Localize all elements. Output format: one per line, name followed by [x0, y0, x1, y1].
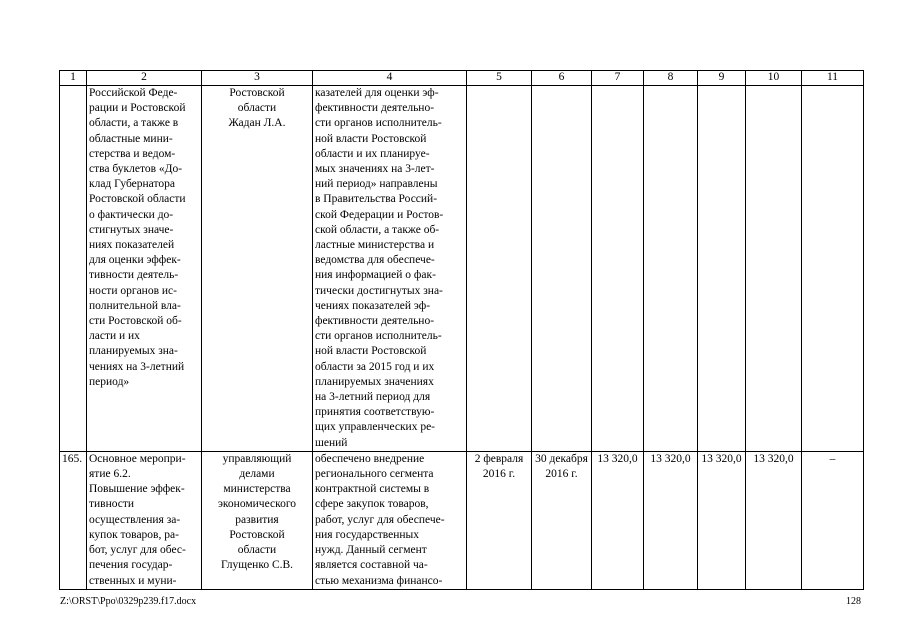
row-number-cell	[60, 86, 87, 452]
amount-cell-9	[698, 86, 746, 452]
header-cell-10: 10	[746, 71, 802, 86]
responsible-cell: управляющий делами министерства экономического развития Ростовской области Глущенко С.В.	[202, 451, 313, 589]
table-row	[60, 451, 864, 589]
header-cell-5: 5	[467, 71, 532, 86]
end-date-cell	[532, 86, 592, 452]
table-row	[60, 86, 864, 452]
header-cell-4: 4	[313, 71, 467, 86]
header-cell-3: 3	[202, 71, 313, 86]
amount-cell-7: 13 320,0	[592, 451, 644, 589]
end-date-cell: 30 декабря 2016 г.	[532, 451, 592, 589]
amount-cell-10: 13 320,0	[746, 451, 802, 589]
header-cell-7: 7	[592, 71, 644, 86]
amount-cell-8: 13 320,0	[644, 451, 698, 589]
responsible-cell: Ростовской области Жадан Л.А.	[202, 86, 313, 452]
start-date-cell: 2 февраля 2016 г.	[467, 451, 532, 589]
amount-cell-8	[644, 86, 698, 452]
header-cell-9: 9	[698, 71, 746, 86]
header-cell-6: 6	[532, 71, 592, 86]
amount-cell-9: 13 320,0	[698, 451, 746, 589]
header-cell-8: 8	[644, 71, 698, 86]
result-cell: обеспечено внедрение регионального сегмента контрактной системы в сфере закупок товаров, работ, услуг для обеспече- ния государственных нужд. Данный сегмент является составной ча- стью механизма финансо-	[313, 451, 467, 589]
amount-cell-10	[746, 86, 802, 452]
document-table	[59, 70, 864, 590]
header-cell-2: 2	[87, 71, 202, 86]
page-number: 128	[846, 596, 861, 607]
event-name-cell: Основное меропри- ятие 6.2. Повышение эффек- тивности осуществления за- купок товаров, ра- бот, услуг для обес- печения государ- ственных и муни-	[87, 451, 202, 589]
amount-cell-7	[592, 86, 644, 452]
row-number-cell: 165.	[60, 451, 87, 589]
header-cell-1: 1	[60, 71, 87, 86]
start-date-cell	[467, 86, 532, 452]
header-row	[60, 71, 864, 86]
header-cell-11: 11	[802, 71, 864, 86]
note-cell: –	[802, 451, 864, 589]
event-name-cell: Российской Феде- рации и Ростовской области, а также в областные мини- стерства и ведом- ства буклетов «До- клад Губернатора Ростовской области о фактически до- стигнутых значе- ниях показателей для оценки эффек- тивности деятель- ности органов ис- полнительной вла- сти Ростовской об- ласти и их планируемых зна- чениях на 3-летний период»	[87, 86, 202, 452]
result-cell: казателей для оценки эф- фективности деятельно- сти органов исполнитель- ной власти Ростовской области и их планируе- мых значениях на 3-лет- ний период» направлены в Правительства Россий- ской Федерации и Ростов- ской области, а также об- ластные министерства и ведомства для обеспече- ния информацией о фак- тически достигнутых зна- чениях показателей эф- фективности деятельно- сти органов исполнитель- ной власти Ростовской области за 2015 год и их планируемых значениях на 3-летний период для принятия соответствую- щих управленческих ре- шений	[313, 86, 467, 452]
note-cell	[802, 86, 864, 452]
file-path: Z:\ORST\Ppo\0329p239.f17.docx	[60, 596, 197, 607]
